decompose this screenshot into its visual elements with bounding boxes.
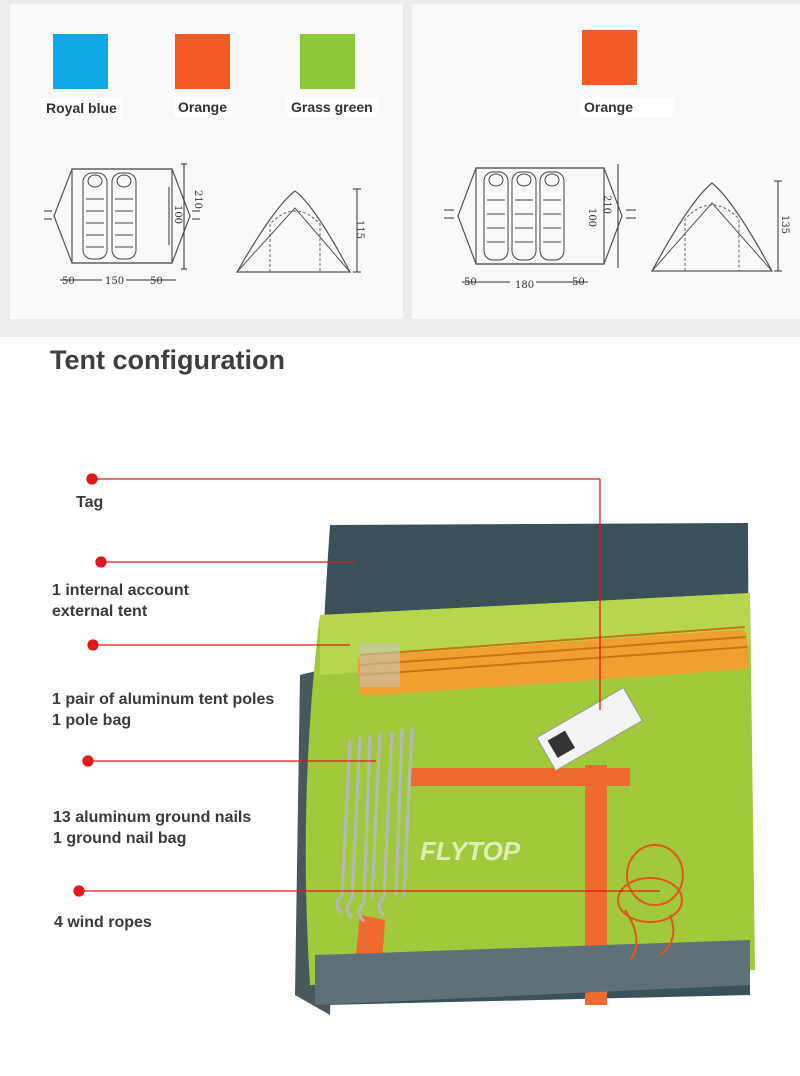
width-dim-label: 180 [515, 280, 535, 291]
inner-dim-label: 100 [172, 204, 184, 225]
side-b-dim-label: 50 [572, 277, 585, 288]
callout-poles [52, 689, 274, 731]
callout-tag [76, 492, 103, 513]
callout-poles-line2: 1 pole bag [52, 712, 132, 729]
grass-green-label: Grass green [287, 97, 377, 117]
brand-logo: FLYTOP [420, 836, 521, 866]
callout-ropes-text: 4 wind ropes [54, 914, 152, 931]
orange-label: Orange [174, 97, 231, 117]
callout-poles-line1: 1 pair of aluminum tent poles [52, 691, 275, 708]
side-a-dim-label: 50 [464, 277, 477, 288]
length-dim-label: 210 [192, 189, 204, 210]
callout-tag-text: Tag [76, 494, 104, 511]
side-a-dim-label: 50 [62, 276, 75, 287]
callout-nails-line2: 1 ground nail bag [53, 830, 187, 847]
callout-nails [53, 807, 251, 849]
callout-tent-line2: external tent [52, 603, 148, 620]
length-dim-label: 210 [601, 194, 613, 215]
orange-label: Orange [580, 97, 673, 117]
width-dim-label: 150 [105, 276, 125, 287]
callout-ropes [54, 912, 152, 933]
inner-dim-label: 100 [586, 207, 598, 228]
callout-tent [52, 580, 189, 622]
height-dim-label: 135 [779, 214, 791, 235]
callout-tent-line1: 1 internal account [52, 582, 189, 599]
side-b-dim-label: 50 [150, 276, 163, 287]
royal-blue-label: Royal blue [42, 98, 121, 118]
callout-nails-line1: 13 aluminum ground nails [53, 809, 252, 826]
section-title: Tent configuration [50, 345, 285, 375]
height-dim-label: 115 [354, 219, 366, 240]
